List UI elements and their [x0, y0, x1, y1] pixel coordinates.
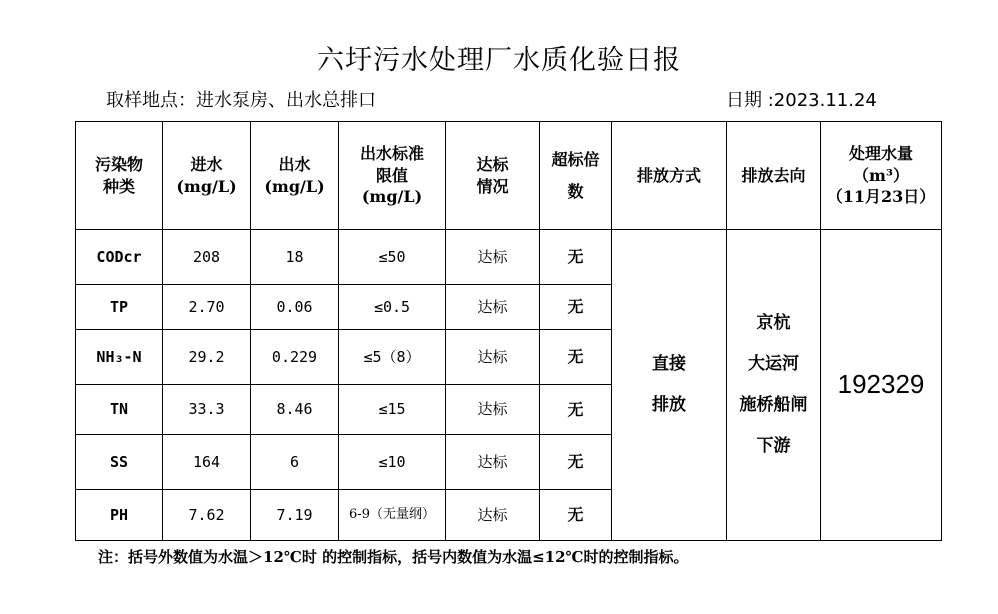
header-exceed: 超标倍 数	[540, 122, 612, 230]
inflow-value: 164	[163, 435, 251, 490]
header-discharge-method: 排放方式	[612, 122, 727, 230]
limit-value: ≤0.5	[339, 285, 446, 330]
exceed-value: 无	[540, 385, 612, 435]
outflow-value: 6	[251, 435, 339, 490]
limit-value: ≤15	[339, 385, 446, 435]
report-date: 日期 :2023.11.24	[726, 90, 877, 111]
status-value: 达标	[446, 230, 540, 285]
header-compliance: 达标 情况	[446, 122, 540, 230]
limit-value: ≤5（8）	[339, 330, 446, 385]
outflow-value: 8.46	[251, 385, 339, 435]
pollutant-name: PH	[76, 490, 163, 541]
inflow-value: 33.3	[163, 385, 251, 435]
treated-volume: 192329	[821, 230, 942, 541]
report-title: 六圩污水处理厂水质化验日报	[317, 45, 681, 76]
outflow-value: 7.19	[251, 490, 339, 541]
header-inflow: 进水 (mg/L)	[163, 122, 251, 230]
header-volume: 处理水量 （m³） （11月23日）	[821, 122, 942, 230]
exceed-value: 无	[540, 330, 612, 385]
status-value: 达标	[446, 330, 540, 385]
limit-value: 6-9（无量纲）	[339, 490, 446, 541]
exceed-value: 无	[540, 490, 612, 541]
pollutant-name: SS	[76, 435, 163, 490]
status-value: 达标	[446, 490, 540, 541]
header-limit: 出水标准 限值 (mg/L)	[339, 122, 446, 230]
exceed-value: 无	[540, 435, 612, 490]
header-discharge-dest: 排放去向	[727, 122, 821, 230]
inflow-value: 29.2	[163, 330, 251, 385]
discharge-destination-cell: 京杭 大运河 施桥船闸 下游	[727, 230, 821, 541]
header-row	[76, 122, 942, 230]
exceed-value: 无	[540, 230, 612, 285]
table-row	[76, 230, 942, 285]
status-value: 达标	[446, 285, 540, 330]
pollutant-name: TN	[76, 385, 163, 435]
inflow-value: 2.70	[163, 285, 251, 330]
status-value: 达标	[446, 385, 540, 435]
outflow-value: 18	[251, 230, 339, 285]
pollutant-name: NH₃-N	[76, 330, 163, 385]
header-outflow: 出水 (mg/L)	[251, 122, 339, 230]
outflow-value: 0.229	[251, 330, 339, 385]
inflow-value: 208	[163, 230, 251, 285]
footnote: 注：括号外数值为水温＞12℃时 的控制指标，括号内数值为水温≤12℃时的控制指标。	[98, 548, 689, 566]
water-quality-table	[75, 121, 942, 541]
outflow-value: 0.06	[251, 285, 339, 330]
status-value: 达标	[446, 435, 540, 490]
pollutant-name: CODcr	[76, 230, 163, 285]
limit-value: ≤10	[339, 435, 446, 490]
pollutant-name: TP	[76, 285, 163, 330]
limit-value: ≤50	[339, 230, 446, 285]
header-pollutant: 污染物 种类	[76, 122, 163, 230]
exceed-value: 无	[540, 285, 612, 330]
discharge-method-cell: 直接 排放	[612, 230, 727, 541]
inflow-value: 7.62	[163, 490, 251, 541]
sampling-location: 取样地点：进水泵房、出水总排口	[106, 90, 376, 111]
